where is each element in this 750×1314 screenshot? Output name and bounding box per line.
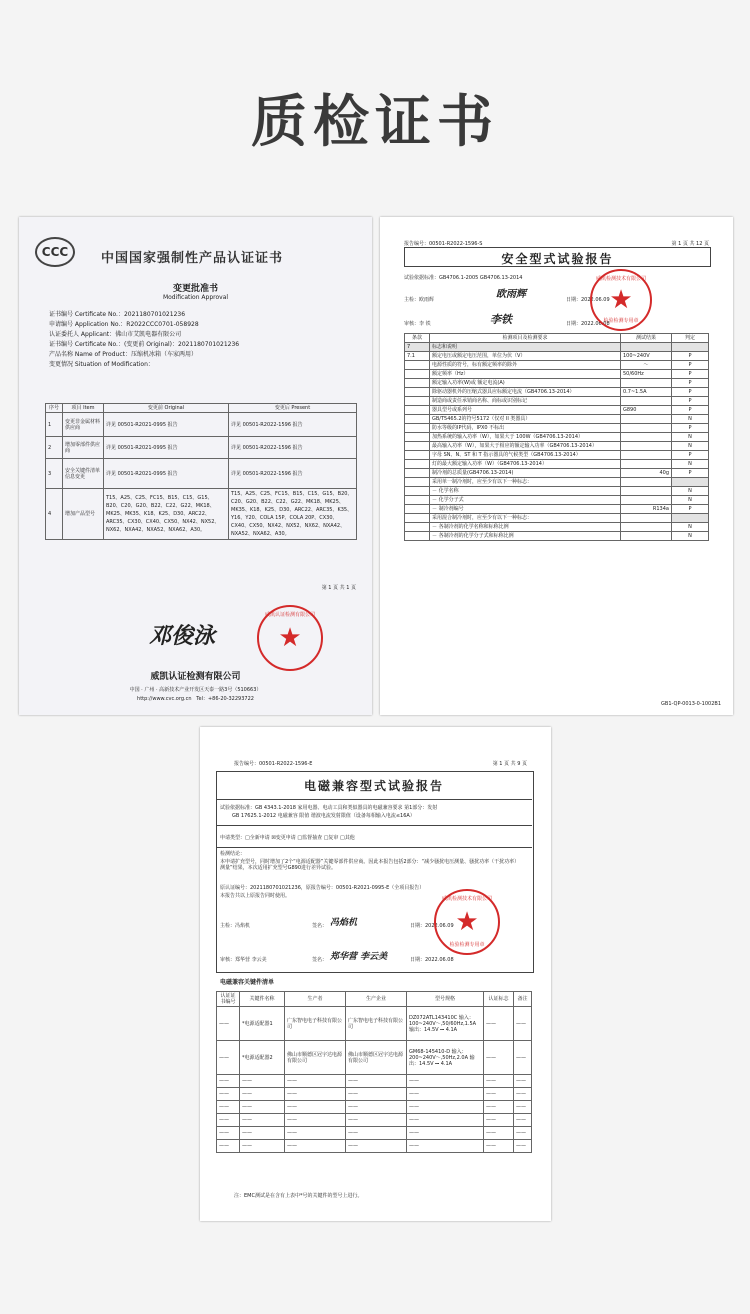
row-result: [621, 514, 672, 523]
row-no: 2: [46, 437, 63, 459]
cell: ——: [407, 1140, 484, 1153]
row-item: 电源性质的符号，标有额定频率的除外: [430, 361, 621, 370]
cell: ——: [217, 1140, 240, 1153]
table-row: [217, 1114, 532, 1127]
table-row: [217, 1127, 532, 1140]
col-header-item: 项目 Item: [63, 404, 104, 413]
cell: ——: [484, 1127, 514, 1140]
row-item: 制冷剂的总质量(GB4706.13-2014): [430, 469, 621, 478]
cell: ——: [285, 1088, 346, 1101]
signature: 邓俊泳: [149, 623, 216, 649]
row-clause: 7: [405, 343, 430, 352]
field-app-no: 申请编号 Application No.：R2022CCC0701-058928: [49, 321, 199, 328]
row-clause: [405, 406, 430, 415]
row-clause: [405, 523, 430, 532]
cell: ——: [484, 1007, 514, 1041]
cell: GM68-145410-D 输入：200~240V～,50Hz,2.0A 输出：14.5V ⎓ 4.1A: [407, 1041, 484, 1075]
field-cert-no: 证书编号 Certificate No.：2021180701021236: [49, 311, 186, 318]
cell: 佛山市顺德区冠宇达电源有限公司: [346, 1041, 407, 1075]
row-verdict: P: [672, 379, 709, 388]
cell: ——: [407, 1114, 484, 1127]
cell: ——: [407, 1127, 484, 1140]
field-product: 产品名称 Name of Product：压缩机冰箱（车家两用）: [49, 351, 197, 358]
row-result: [621, 487, 672, 496]
org-contact: [19, 696, 372, 702]
emc-report: [200, 727, 551, 1221]
row-result: [621, 397, 672, 406]
table-row: [405, 397, 709, 406]
row-verdict: N: [672, 415, 709, 424]
table-row: [405, 469, 709, 478]
row-item: － 各制冷剂的化学名称和标称比例: [430, 523, 621, 532]
cell: ——: [513, 1114, 531, 1127]
row-result: [621, 433, 672, 442]
row-verdict: N: [672, 523, 709, 532]
row-verdict: P: [672, 505, 709, 514]
table-row: [217, 1140, 532, 1153]
row-clause: [405, 424, 430, 433]
table-row: [217, 1101, 532, 1114]
row-clause: [405, 370, 430, 379]
ccc-certificate: [19, 217, 372, 715]
row-after: 详见 00501-R2022-1596 报告: [229, 413, 357, 437]
cell: ——: [513, 1127, 531, 1140]
row-verdict: [672, 343, 709, 352]
cell: ——: [240, 1101, 285, 1114]
row-item: 增加零部件供应商: [63, 437, 104, 459]
row-verdict: N: [672, 496, 709, 505]
seal: [257, 605, 323, 671]
table-row: [46, 437, 357, 459]
row-before: 详见 00501-R2021-0995 报告: [104, 459, 229, 489]
col-header-item: 检测项目及检测要求: [430, 334, 621, 343]
row-result: 40g: [621, 469, 672, 478]
seal-text: 威凯检测技术有限公司: [441, 896, 492, 902]
cell: ——: [484, 1140, 514, 1153]
col-header-model: 型号规格: [407, 992, 484, 1007]
cell: ——: [217, 1127, 240, 1140]
seal: [434, 889, 500, 955]
cell: ——: [346, 1140, 407, 1153]
table-row: [405, 514, 709, 523]
row-clause: [405, 496, 430, 505]
row-verdict: N: [672, 442, 709, 451]
approval-subtitle: Modification Approval: [162, 294, 229, 301]
table-row: [405, 532, 709, 541]
test-basis-1: 试验依据标准：GB 4343.1-2018 家用电器、电动工具和类似器具的电磁兼容要求 第1部分：发射: [220, 805, 438, 811]
cell: ——: [346, 1088, 407, 1101]
field-applicant: 认证委托人 Applicant：佛山市艾凯电器有限公司: [49, 331, 182, 338]
reviewer-signature: 李铁: [490, 313, 512, 326]
safety-table: [404, 333, 709, 541]
ccc-logo-text: CCC: [41, 245, 69, 259]
page-title: 质检证书: [251, 90, 499, 155]
row-verdict: P: [672, 361, 709, 370]
row-clause: 7.1: [405, 352, 430, 361]
table-row: [405, 424, 709, 433]
row-result: [621, 379, 672, 388]
row-result: [621, 415, 672, 424]
col-header-producer: 生产者: [285, 992, 346, 1007]
row-result: ～: [621, 361, 672, 370]
seal-star-icon: ★: [455, 907, 479, 937]
col-header-mark: 认证标志: [484, 992, 514, 1007]
basis-report: 原认证编号：2021180701021236，原报告编号：00501-R2021-0995-E（全项目报告）: [220, 885, 425, 891]
cell: ——: [217, 1114, 240, 1127]
row-item: 变更非金属材料供应商: [63, 413, 104, 437]
cell: ——: [285, 1075, 346, 1088]
cell: ——: [407, 1088, 484, 1101]
seal-subtext: 检验检测专用章: [603, 318, 639, 324]
row-verdict: N: [672, 487, 709, 496]
table-row: [405, 442, 709, 451]
cell: *电源适配器2: [240, 1041, 285, 1075]
row-before: 详见 00501-R2021-0995 报告: [104, 413, 229, 437]
row-item: 灯的最大额定输入功率（W）（GB4706.13-2014）: [430, 460, 621, 469]
cell: 广东智电电子科技有限公司: [285, 1007, 346, 1041]
sign-label: 签名：: [312, 923, 328, 929]
row-verdict: [672, 514, 709, 523]
safety-report: [380, 217, 733, 715]
row-after: T15、A25、C25、FC15、B15、C15、G15、B20、C20、G20、B22、C22、G22、MK18、MK25、MK35、K18、K25、D30、ARC22、ARC35、K35、Y16、Y20、COLA 15P、COLA 20P、CX30、CX40、CX50、NX42、NX52、NX62、NXA42、NXA52、NXA62、A30。: [229, 489, 357, 540]
usage-note: 本报告共以上原报告同时使用。: [220, 893, 291, 899]
cell: ——: [285, 1127, 346, 1140]
footer-code: GB1-QP-0013-0-1002B1: [661, 701, 721, 707]
row-result: [621, 442, 672, 451]
page-note: 第 1 页 共 1 页: [321, 585, 356, 591]
row-no: 4: [46, 489, 63, 540]
table-row: [405, 352, 709, 361]
row-item: － 制冷剂编号: [430, 505, 621, 514]
cell: ——: [484, 1088, 514, 1101]
table-row: [405, 406, 709, 415]
row-verdict: N: [672, 532, 709, 541]
row-verdict: P: [672, 451, 709, 460]
cell: ——: [285, 1101, 346, 1114]
seal-text: 威凯认证检测有限公司: [264, 612, 315, 618]
row-item: 安全关键件清单信息变更: [63, 459, 104, 489]
col-header-manufacturer: 生产企业: [346, 992, 407, 1007]
table-row: [405, 433, 709, 442]
row-result: G890: [621, 406, 672, 415]
row-after: 详见 00501-R2022-1596 报告: [229, 437, 357, 459]
report-number: 报告编号：00501-R2022-1596-S: [404, 241, 483, 247]
row-clause: [405, 469, 430, 478]
table-row: [405, 451, 709, 460]
col-header-remark: 备注: [513, 992, 531, 1007]
field-modification: 变更情况 Situation of Modification：: [49, 361, 154, 368]
table-row: [405, 370, 709, 379]
report-number: 报告编号：00501-R2022-1596-E: [234, 761, 313, 767]
row-clause: [405, 478, 430, 487]
test-basis: 试验依据标准：GB4706.1-2005 GB4706.13-2014: [404, 275, 523, 281]
modification-table: [45, 403, 357, 540]
certificate-header: 中国国家强制性产品认证证书: [101, 251, 284, 266]
table-row: [405, 496, 709, 505]
col-header-cert: 认证证书编号: [217, 992, 240, 1007]
cell: ——: [346, 1114, 407, 1127]
field-original-cert: 证书编号 Certificate No.：(变更前 Original)：2021180701021236: [49, 341, 240, 348]
row-result: 0.7~1.5A: [621, 388, 672, 397]
date-1: 日期：2022.06.09: [566, 297, 610, 303]
row-verdict: N: [672, 433, 709, 442]
conclusion-label: 检测结论：: [220, 851, 246, 857]
row-result: [621, 424, 672, 433]
cell: ——: [484, 1041, 514, 1075]
row-clause: [405, 361, 430, 370]
row-no: 3: [46, 459, 63, 489]
cell: ——: [240, 1114, 285, 1127]
org-phone: Tel：+86-20-32293722: [196, 696, 254, 702]
approval-title: 变更批准书: [172, 284, 218, 294]
row-result: [621, 532, 672, 541]
inspector-signature: 欧雨辉: [496, 289, 526, 300]
col-header-before: 变更前 Original: [104, 404, 229, 413]
row-before: 详见 00501-R2021-0995 报告: [104, 437, 229, 459]
cell: ——: [240, 1140, 285, 1153]
seal: [590, 269, 652, 331]
row-item: 额定输入功率(W)或 额定电流(A): [430, 379, 621, 388]
row-item: 加热系统的输入功率（W），如果大于 100W（GB4706.13-2014）: [430, 433, 621, 442]
col-header-after: 变更后 Present: [229, 404, 357, 413]
seal-subtext: 检验检测专用章: [449, 942, 485, 948]
table-row: [405, 415, 709, 424]
row-before: T15、A25、C25、FC15、B15、C15、G15、B20、C20、G20、B22、C22、G22、MK18、MK25、MK35、K18、K25、D30、ARC22、ARC35、CX30、CX40、CX50、NX42、NX52、NX62、NXA42、NXA52、NXA62、A30。: [104, 489, 229, 540]
certificate-fields: [49, 311, 239, 368]
row-item: 器具型号或系列号: [430, 406, 621, 415]
cell: ——: [240, 1075, 285, 1088]
col-header-clause: 条款: [405, 334, 430, 343]
row-item: 增加产品型号: [63, 489, 104, 540]
table-row: [405, 460, 709, 469]
row-item: 额定电压或额定电压范围，单位为伏（V）: [430, 352, 621, 361]
cell: ——: [217, 1075, 240, 1088]
row-item: GB/T5465.2的符号5172（仅对 II 类器具）: [430, 415, 621, 424]
col-header-verdict: 判定: [672, 334, 709, 343]
cell: ——: [217, 1041, 240, 1075]
row-result: [621, 451, 672, 460]
row-verdict: P: [672, 352, 709, 361]
table-row: [217, 1041, 532, 1075]
cell: 佛山市顺德区冠宇达电源有限公司: [285, 1041, 346, 1075]
cell: ——: [346, 1127, 407, 1140]
row-clause: [405, 442, 430, 451]
row-result: [621, 343, 672, 352]
row-after: 详见 00501-R2022-1596 报告: [229, 459, 357, 489]
conclusion-text: 本申请扩充型号，同时增加了2个“电源适配器”关键零部件供应商。因此本报告包括2部分：“减少骚扰电压测量、骚扰功率（干扰功率）测量”结果，本次适用扩充型号G890进行差异试验。: [220, 859, 520, 871]
row-result: R134a: [621, 505, 672, 514]
cell: 广东智电电子科技有限公司: [346, 1007, 407, 1041]
cell: DZ072ATL143410C 输入：100~240V～,50/60Hz,1.5A 输出：14.5V ⎓ 4.1A: [407, 1007, 484, 1041]
date-1: 日期：2022.06.09: [410, 923, 454, 929]
key-components-title: 电磁兼容关键件清单: [220, 979, 275, 986]
apply-divider: [216, 847, 532, 848]
seal-text: 威凯检测技术有限公司: [595, 276, 646, 282]
row-clause: [405, 397, 430, 406]
row-item: 采用混合制冷剂时，应至少有以下一种标志：: [430, 514, 621, 523]
cell: ——: [346, 1101, 407, 1114]
report-title: 电磁兼容型式试验报告: [303, 779, 444, 793]
row-result: [621, 523, 672, 532]
cell: ——: [484, 1114, 514, 1127]
table-row: [405, 523, 709, 532]
reviewer: 审核：李 铁: [404, 321, 431, 327]
cell: ——: [217, 1101, 240, 1114]
reviewer: 审核：郑华营 李云美: [220, 957, 267, 963]
inspector-signature: 冯焰机: [330, 918, 358, 928]
row-item: 额定频率（Hz）: [430, 370, 621, 379]
row-clause: [405, 514, 430, 523]
table-row: [405, 343, 709, 352]
inspector: 主检：冯焰机: [220, 923, 251, 929]
cell: ——: [513, 1101, 531, 1114]
org-website: http://www.cvc.org.cn: [137, 696, 192, 702]
row-clause: [405, 388, 430, 397]
table-row: [405, 478, 709, 487]
cell: ——: [513, 1088, 531, 1101]
row-item: 采用单一制冷剂时，应至少有以下一种标志：: [430, 478, 621, 487]
table-row: [217, 1088, 532, 1101]
row-item: 制造商或责任承销商名称、商标或识别标记: [430, 397, 621, 406]
row-clause: [405, 532, 430, 541]
org-address: 中国 · 广州 · 高新技术产业开发区天泰一路3号（510663）: [129, 687, 262, 693]
table-row: [217, 1075, 532, 1088]
cell: ——: [285, 1114, 346, 1127]
cell: ——: [513, 1075, 531, 1088]
ccc-logo: [35, 237, 75, 267]
row-item: 防水等级的IP代码，IPX0 不标出: [430, 424, 621, 433]
seal-star-icon: ★: [609, 285, 633, 315]
cell: ——: [513, 1140, 531, 1153]
cell: ——: [240, 1127, 285, 1140]
row-clause: [405, 487, 430, 496]
row-item: 除驱动器机外的压缩式器具应标额定电流（GB4706.13-2014）: [430, 388, 621, 397]
row-verdict: N: [672, 460, 709, 469]
sign-label-2: 签名：: [312, 957, 328, 963]
row-verdict: [672, 478, 709, 487]
table-row: [217, 1007, 532, 1041]
row-verdict: P: [672, 388, 709, 397]
row-result: 50/60Hz: [621, 370, 672, 379]
cell: *电源适配器1: [240, 1007, 285, 1041]
basis-divider: [216, 825, 532, 826]
row-verdict: P: [672, 469, 709, 478]
cell: ——: [346, 1075, 407, 1088]
row-result: [621, 496, 672, 505]
col-header-name: 关键件名称: [240, 992, 285, 1007]
row-clause: [405, 451, 430, 460]
apply-type: 申请类型：□全新申请 ☒变更申请 □监督抽查 □复审 □其他: [220, 835, 355, 841]
cell: ——: [240, 1088, 285, 1101]
row-item: 字母 SN、N、ST 和 T 指示器具的气候类型（GB4706.13-2014）: [430, 451, 621, 460]
row-result: [621, 478, 672, 487]
row-clause: [405, 379, 430, 388]
cell: ——: [513, 1041, 531, 1075]
inspector: 主检：欧雨辉: [404, 297, 435, 303]
row-result: [621, 460, 672, 469]
col-header-result: 测试结果: [621, 334, 672, 343]
key-components-table: [216, 991, 532, 1153]
row-clause: [405, 460, 430, 469]
table-row: [405, 505, 709, 514]
report-title: 安全型式试验报告: [501, 252, 614, 266]
cell: ——: [285, 1140, 346, 1153]
cell: ——: [407, 1101, 484, 1114]
test-basis-2: GB 17625.1-2012 电磁兼容 限值 谐波电流发射限值（设备每相输入电流≤16A）: [232, 813, 415, 819]
date-2: 日期：2022.06.08: [410, 957, 454, 963]
row-verdict: P: [672, 370, 709, 379]
reviewer-signature: 郑华营 李云美: [330, 952, 388, 962]
cell: ——: [513, 1007, 531, 1041]
report-title-box: [404, 247, 711, 267]
table-row: [46, 413, 357, 437]
row-item: 标志和说明: [430, 343, 621, 352]
row-item: － 各制冷剂的化学分子式和标称比例: [430, 532, 621, 541]
row-result: 100~240V: [621, 352, 672, 361]
table-row: [46, 489, 357, 540]
table-row: [405, 487, 709, 496]
row-no: 1: [46, 413, 63, 437]
row-clause: [405, 415, 430, 424]
table-row: [405, 388, 709, 397]
table-row: [405, 361, 709, 370]
title-divider: [216, 799, 532, 800]
cell: ——: [407, 1075, 484, 1088]
page-count: 第 1 页 共 9 页: [492, 761, 527, 767]
seal-star-icon: ★: [278, 623, 302, 653]
row-item: － 化学名称: [430, 487, 621, 496]
col-header-no: 序号: [46, 404, 63, 413]
page-count: 第 1 页 共 12 页: [671, 241, 709, 247]
row-clause: [405, 433, 430, 442]
row-item: － 化学分子式: [430, 496, 621, 505]
table-row: [46, 459, 357, 489]
row-clause: [405, 505, 430, 514]
org-name: 威凯认证检测有限公司: [150, 672, 241, 682]
cell: ——: [484, 1101, 514, 1114]
row-verdict: P: [672, 424, 709, 433]
row-verdict: P: [672, 397, 709, 406]
cell: ——: [484, 1075, 514, 1088]
row-verdict: P: [672, 406, 709, 415]
table-row: [405, 379, 709, 388]
date-2: 日期：2022.06.08: [566, 321, 610, 327]
cell: ——: [217, 1007, 240, 1041]
footnote: 注：EMC测试是在含有上表中*号的关键件的型号上进行。: [234, 1193, 363, 1199]
cell: ——: [217, 1088, 240, 1101]
row-item: 最高输入功率（W），如果大于相应的额定输入功率（GB4706.13-2014）: [430, 442, 621, 451]
